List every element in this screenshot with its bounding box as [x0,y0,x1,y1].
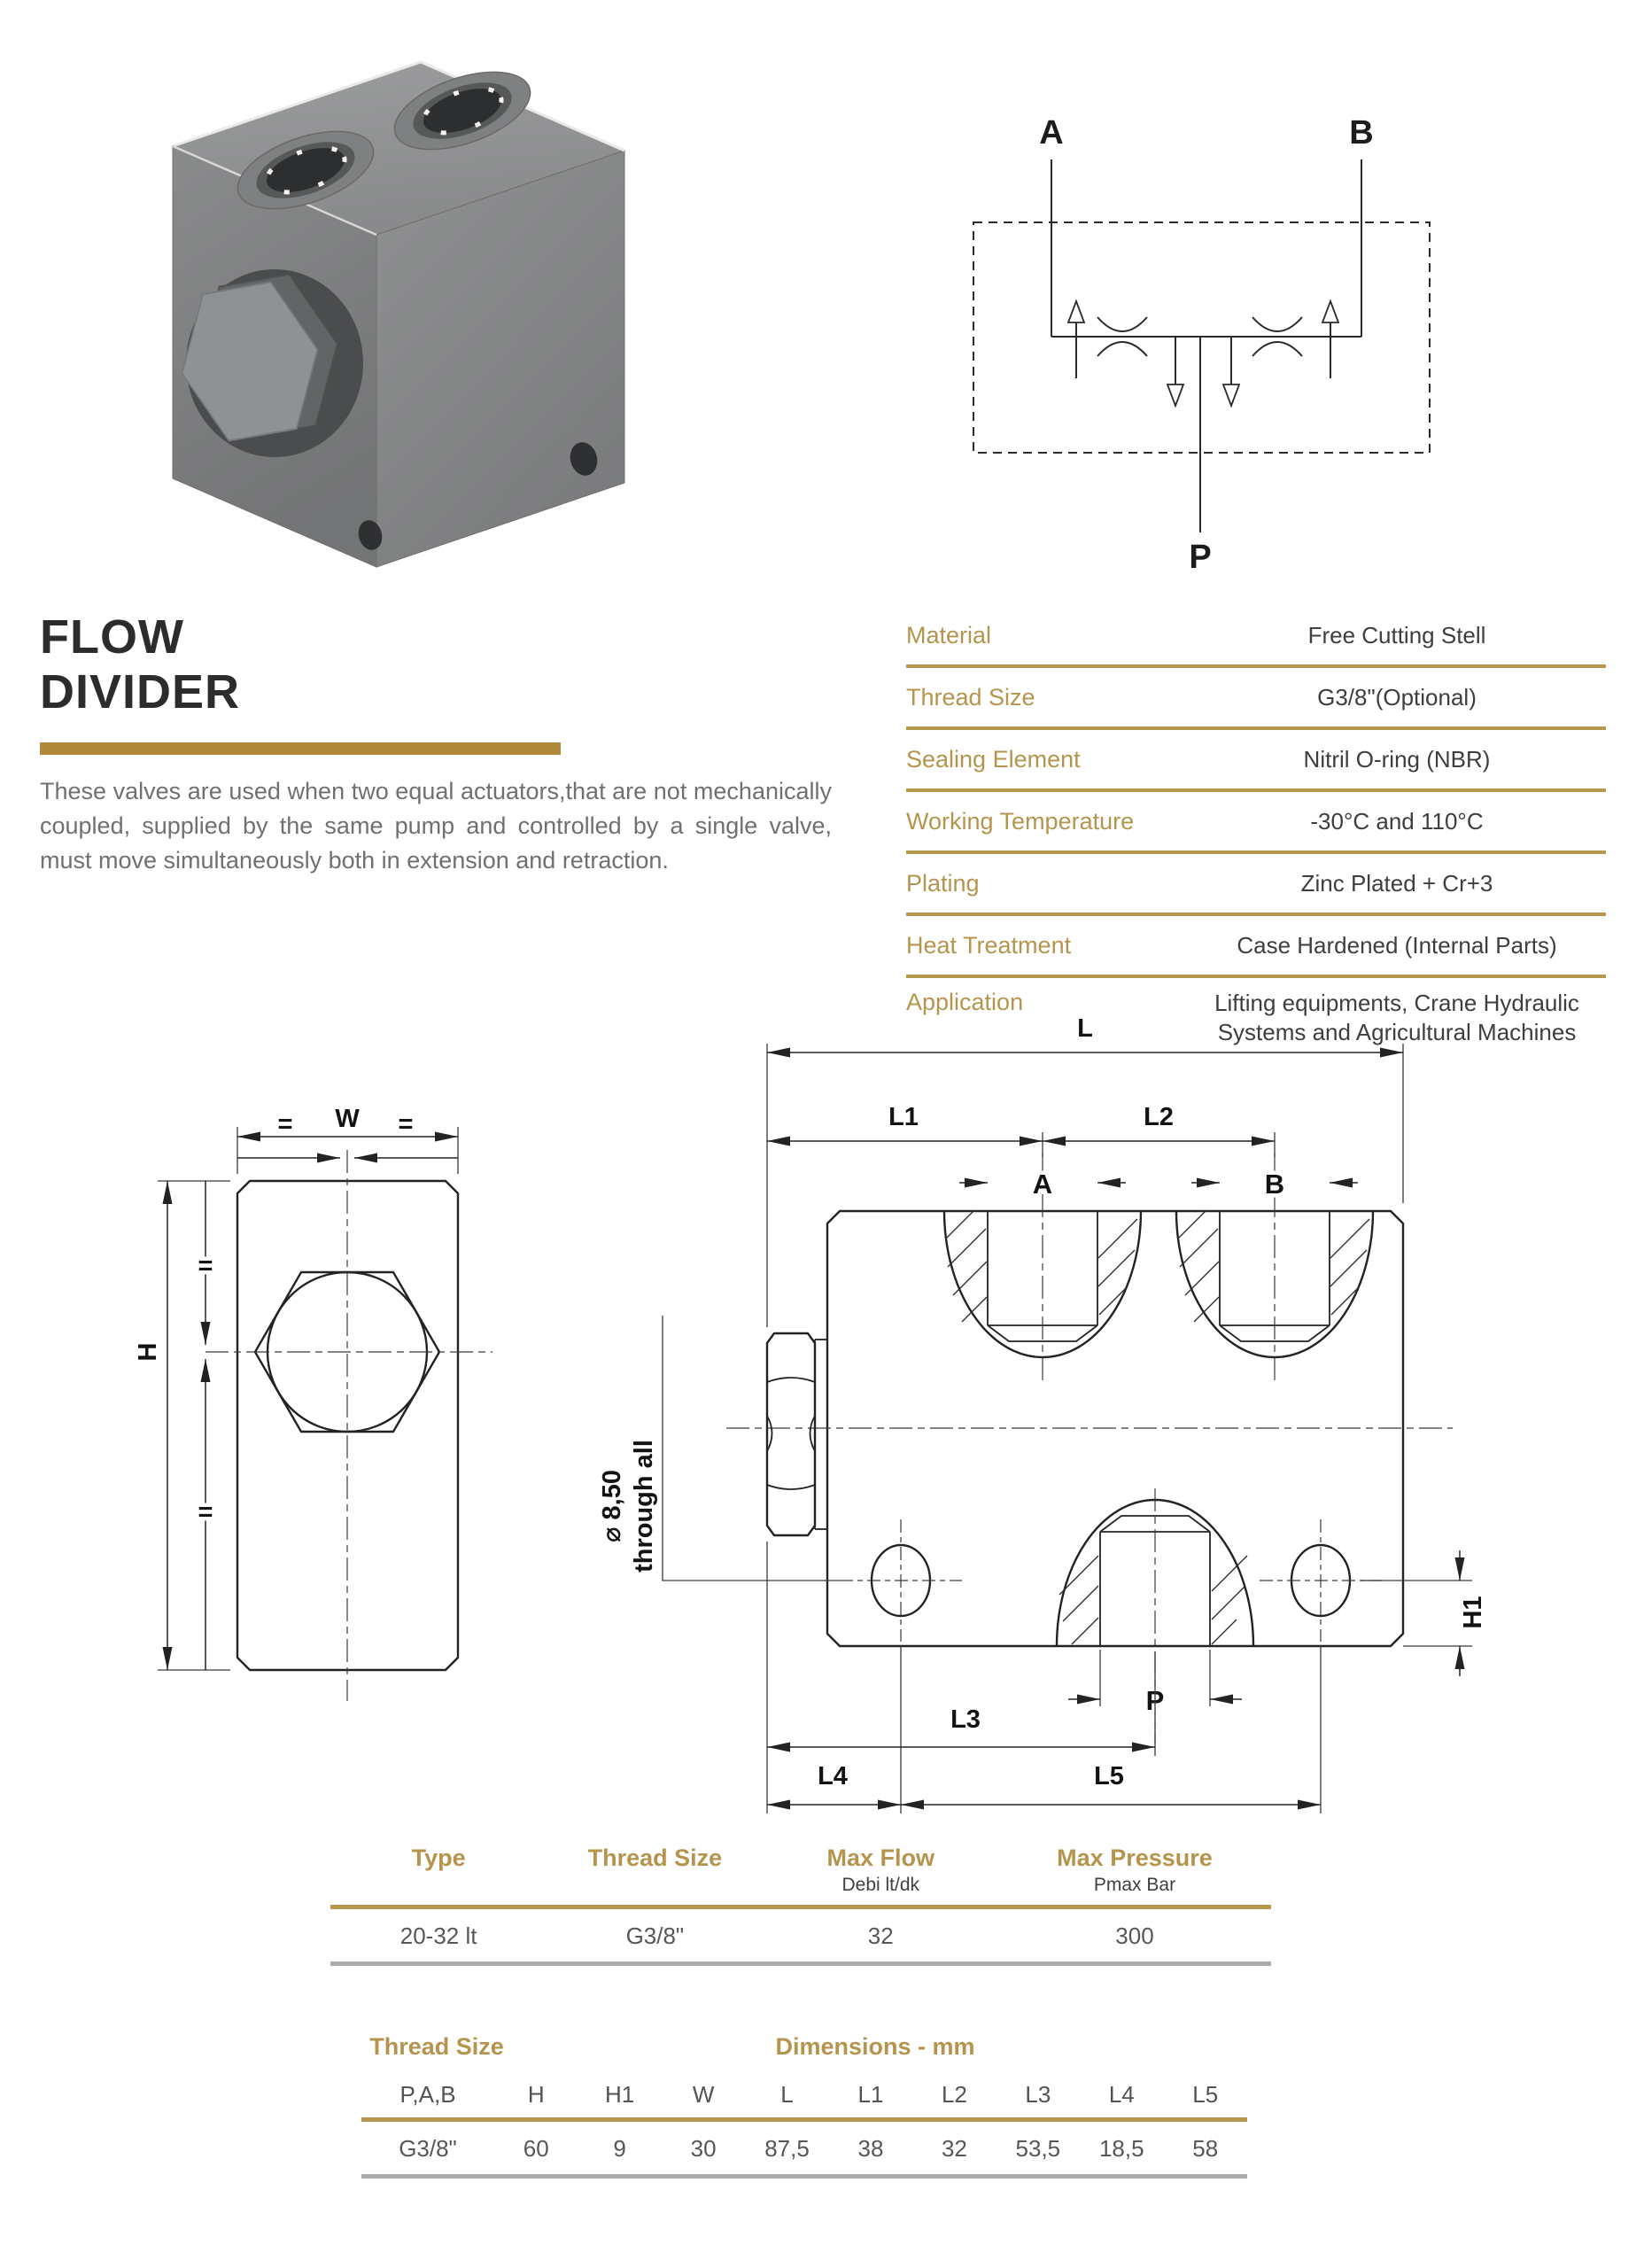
schematic-port-p-label: P [1189,539,1212,576]
table-rule-gray [330,1961,1271,1966]
page-title [40,610,240,719]
equal-mark: = [198,1252,213,1280]
dim-L1-label: L1 [888,1103,919,1131]
cell-max-pressure: 300 [1115,1922,1154,1949]
spec-value: G3/8"(Optional) [1317,683,1477,711]
column-header: Max Pressure [1057,1845,1213,1871]
spec-value: Lifting equipments, Crane Hydraulic Systems and Agricultural Machines [1214,990,1579,1045]
spec-value: Nitril O-ring (NBR) [1303,745,1491,773]
flow-down-arrow-right [1223,337,1239,406]
spec-value: Free Cutting Stell [1307,621,1486,649]
spec-row-material [906,606,1606,668]
spec-label: Material [906,621,992,649]
mount-hole-left [840,1519,962,1642]
column-subheader: Debi lt/dk [841,1875,920,1895]
table-row [330,1909,1271,1961]
cell: 38 [857,2135,884,2162]
dim-L4-label: L4 [818,1762,848,1790]
group-header-dimensions: Dimensions - mm [775,2033,975,2060]
front-view [134,1105,492,1701]
table-rule-gray [361,2174,1247,2179]
spec-row-thread-size [906,668,1606,730]
spec-row-plating [906,854,1606,916]
cell: 60 [523,2135,549,2162]
spec-label: Sealing Element [906,745,1081,773]
spec-label: Working Temperature [906,807,1135,835]
cell: 18,5 [1098,2135,1144,2162]
dim-H-label: H [134,1342,162,1362]
hatching [1178,1210,1369,1322]
dim-A-label: A [1032,1169,1053,1200]
table-row [361,2122,1247,2174]
spec-label: Application [906,989,1024,1015]
flow-up-arrow-left [1068,301,1084,378]
dim-P-label: P [1145,1685,1165,1716]
cell-max-flow: 32 [867,1922,894,1949]
technical-drawing [71,1010,1559,1860]
column-header: L1 [857,2081,884,2108]
spec-label: Plating [906,869,980,897]
spec-table [906,606,1606,1052]
column-header: L [780,2081,794,2108]
schematic-port-a-label: A [1039,114,1064,151]
dim-table-column-headers [361,2076,1247,2117]
flow-down-arrow-left [1167,337,1183,406]
flow-table-header-row [330,1845,1271,1899]
equal-mark: = [398,1110,414,1138]
column-header: L2 [941,2081,967,2108]
dim-L-label: L [1077,1014,1093,1043]
cell-thread-size: G3/8" [625,1922,685,1949]
column-header: W [692,2081,715,2108]
dim-L3-label: L3 [950,1705,981,1734]
cell: 53,5 [1015,2135,1061,2162]
equal-mark: = [277,1110,293,1138]
product-description: These valves are used when two equal actuators,that are not mechanically coupled, supplied by the same pump and controlled by a single valve, must move simultaneously both in extension and retraction. [40,778,832,874]
flow-pressure-table [330,1845,1271,1966]
dim-L5-label: L5 [1094,1762,1124,1790]
equal-mark: = [198,1498,213,1526]
product-3d-render [35,9,638,594]
column-header: H [527,2081,545,2108]
dim-W-label: W [335,1105,360,1133]
cell: 30 [690,2135,717,2162]
column-header: L4 [1108,2081,1135,2108]
dimensions-table [361,2033,1247,2179]
title-underline-bar [40,742,561,755]
side-view [598,1014,1487,1814]
spec-label: Thread Size [906,683,1035,711]
bore-note-label: through all [630,1440,658,1573]
dim-H1-label: H1 [1459,1596,1487,1629]
spec-value: -30°C and 110°C [1310,807,1484,835]
column-subheader [547,1875,763,1899]
cell: G3/8" [399,2135,457,2162]
cell: 58 [1192,2135,1219,2162]
schematic-port-b-label: B [1349,114,1374,151]
dim-B-label: B [1264,1169,1285,1200]
cell: 87,5 [764,2135,810,2162]
cell: 32 [941,2135,967,2162]
spec-row-sealing [906,730,1606,792]
flow-up-arrow-right [1322,301,1338,378]
column-header: L3 [1025,2081,1051,2108]
column-header: P,A,B [399,2081,456,2108]
column-header: Thread Size [587,1845,723,1871]
hydraulic-schematic [930,71,1559,576]
group-header-thread-size: Thread Size [369,2033,504,2060]
spec-row-working-temp [906,792,1606,854]
page-title-line2: DIVIDER [40,665,241,718]
bore-note [598,1316,840,1581]
cell-type: 20-32 lt [399,1922,477,1949]
column-header: Max Flow [826,1845,934,1871]
schematic-lines [1051,159,1361,532]
hatching [946,1210,1137,1322]
hex-plug-side [767,1333,826,1535]
spec-label: Heat Treatment [906,931,1072,959]
column-header: Type [411,1845,466,1871]
column-subheader: Pmax Bar [1093,1875,1176,1895]
hatching [1059,1556,1247,1644]
cell: 9 [613,2135,626,2162]
dim-L2-label: L2 [1144,1103,1174,1131]
column-header: H1 [605,2081,635,2108]
column-header: L5 [1192,2081,1219,2108]
dim-table-group-headers [361,2033,1247,2076]
spec-value: Case Hardened (Internal Parts) [1237,931,1557,959]
spec-row-heat-treatment [906,916,1606,978]
bore-dia-label: ⌀ 8,50 [598,1470,626,1542]
spec-value: Zinc Plated + Cr+3 [1300,869,1493,897]
column-subheader [330,1875,547,1899]
page-title-line1: FLOW [40,610,184,664]
